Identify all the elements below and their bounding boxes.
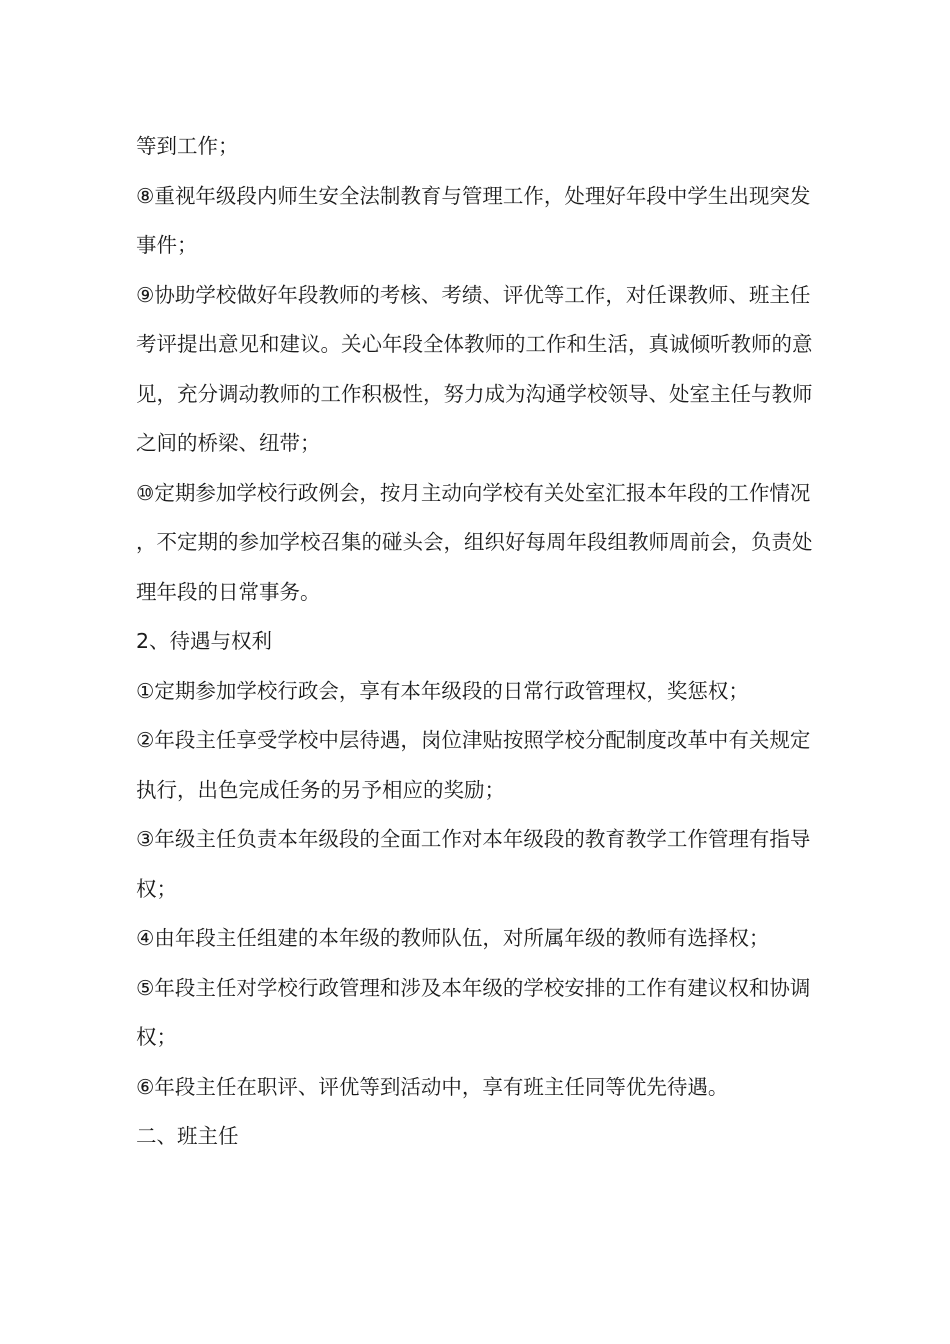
paragraph-item-10: ⑩定期参加学校行政例会，按月主动向学校有关处室汇报本年段的工作情况，不定期的参加学校召集的碰头会，组织好每周年段组教师周前会，负责处理年段的日常事务。: [136, 480, 813, 604]
paragraph-item-8: ⑧重视年级段内师生安全法制教育与管理工作，处理好年段中学生出现突发事件；: [136, 183, 811, 257]
paragraph-benefit-3: ③年级主任负责本年级段的全面工作对本年级段的教育教学工作管理有指导权；: [136, 827, 811, 901]
document-body: [136, 122, 820, 1162]
paragraph-item-9: ⑨协助学校做好年段教师的考核、考绩、评优等工作，对任课教师、班主任考评提出意见和建议。关心年段全体教师的工作和生活，真诚倾听教师的意见，充分调动教师的工作积极性，努力成为沟通学校领导、处室主任与教师之间的桥梁、纽带；: [136, 282, 813, 455]
paragraph-benefit-4: ④由年段主任组建的本年级的教师队伍，对所属年级的教师有选择权；: [136, 926, 770, 950]
section-heading-benefits: 2、待遇与权利: [136, 629, 273, 653]
section-heading-class-teacher: 二、班主任: [136, 1124, 239, 1148]
paragraph-benefit-5: ⑤年段主任对学校行政管理和涉及本年级的学校安排的工作有建议权和协调权；: [136, 975, 811, 1049]
paragraph-benefit-1: ①定期参加学校行政会，享有本年级段的日常行政管理权，奖惩权；: [136, 678, 749, 703]
paragraph-benefit-2: ②年段主任享受学校中层待遇，岗位津贴按照学校分配制度改革中有关规定执行，出色完成任务的另予相应的奖励；: [136, 728, 811, 802]
paragraph-benefit-6: ⑥年段主任在职评、评优等到活动中，享有班主任同等优先待遇。: [136, 1074, 729, 1099]
paragraph-continuation: 等到工作；: [136, 134, 239, 158]
